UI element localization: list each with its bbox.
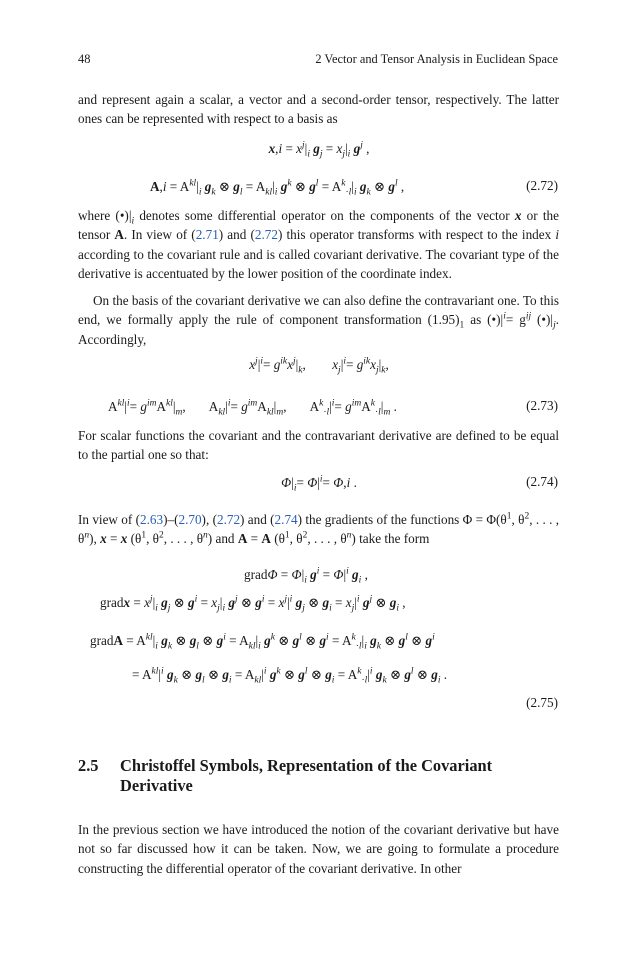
equation-reference-link[interactable]: 2.70 xyxy=(178,512,202,527)
section-title: Christoffel Symbols, Representation of the Covariant Derivative xyxy=(120,756,493,795)
paragraph-christoffel-intro: In the previous section we have introduced the notion of the covariant derivative but have not so far discussed how it can be taken. Now, we are going to formulate a procedure constructing the differential operator of the covariant derivative. In other xyxy=(78,822,559,876)
paragraph-gradients: In view of (2.63)–(2.70), (2.72) and (2.74) the gradients of the functions $\Phi = \Phi(\theta^1$, $\theta^2$, . . . , $\theta^n$), x = x ($\theta^1$, $\theta^2$, . . . , $\theta^n$) and A = A ($\theta^1$, $\theta^2$, . . . , $\theta^n$) take the form xyxy=(78,511,560,547)
equation-grad-tensor-line2: = $A^{kl}|^i$ $g_k$ ⊗ $g_l$ ⊗ $g_i = A_{kl}|^i$ $g^k$ ⊗ $g^l$ ⊗ $g_i = A^k_{\cdot l}|^i$ $g_k$ ⊗ $g^l$ ⊗ $g_i$ . xyxy=(132,666,448,686)
equation-reference-link[interactable]: 2.71 xyxy=(195,227,219,243)
paragraph-intro: and represent again a scalar, a vector and a second-order tensor, respectively. The latter ones can be represented with respect to a basis as xyxy=(78,92,559,127)
equation-reference-link[interactable]: 2.74 xyxy=(274,512,298,527)
running-title: 2 Vector and Tensor Analysis in Euclidean Space xyxy=(315,52,558,66)
equation-tensor-derivative: $A,i = A^{kl}|_i$ $g_k$ ⊗ $g_l = A_{kl}|_i$ $g^k$ ⊗ $g^l = A^k_{\cdot l}|_i$ $g_k$ ⊗ $g^l$ , xyxy=(150,178,405,198)
equation-number: (2.75) xyxy=(526,695,558,710)
equation-grad-vector: gradx = $x^j|_i$ $g_j$ ⊗ $g^i = x_j|_i$ $g^j$ ⊗ $g^i = x^j|^i$ $g_j$ ⊗ $g_i = x_j|^i$ $g^j$ ⊗ $g_i$ , xyxy=(100,594,406,614)
equation-vector-derivative: $x,i = x^j|_i$ $g_j = x_j|_i$ $g^j$ , xyxy=(268,140,370,160)
paragraph-covariant-derivative: where $(•)|_i$ denotes some differential operator on the components of the vector x or the tensor A. In view of (2.71) and (2.72) this operator transforms with respect to the index i according to the covariant rule and is called covariant derivative. The covariant type of the derivative is accentuated by the lower position of the coordinate index. xyxy=(78,208,560,281)
equation-number: (2.73) xyxy=(526,398,558,413)
equation-contravariant-tensor: $A^{kl}|^i= g^{im}A^{kl}|_m$, $A_{kl}|^i= g^{im}A_{kl}|_m$, $A^k_{\cdot l}|^i= g^{im}A^k_{\cdot l}|_m$ . xyxy=(108,398,397,418)
equation-grad-tensor-line1: gradA = $A^{kl}|_i$ $g_k$ ⊗ $g_l$ ⊗ $g^i = A_{kl}|_i$ $g^k$ ⊗ $g^l$ ⊗ $g^i = A^k_{\cdot l}|_i$ $g_k$ ⊗ $g^l$ ⊗ $g^i$ xyxy=(90,632,435,652)
equation-contravariant-vector: $x^j|^i= g^{ik}x^j|_k$, $x_j|^i= g^{ik}x_j|_k$, xyxy=(249,356,389,376)
equation-scalar-derivative: $\Phi|_i= \Phi|^i= \Phi,i$ . xyxy=(281,474,357,494)
equation-reference-link[interactable]: 2.63 xyxy=(140,512,164,527)
equation-reference-link[interactable]: 2.72 xyxy=(216,512,241,527)
equation-number: (2.72) xyxy=(526,178,558,193)
equation-grad-scalar: gradΦ = $\Phi|_i$ $g^i = \Phi|^i$ $g_i$ , xyxy=(244,566,368,586)
page-number: 48 xyxy=(78,52,91,66)
paragraph-scalar-functions: For scalar functions the covariant and the contravariant derivative are defined to be equal to the partial one so that: xyxy=(78,428,559,463)
section-number: 2.5 xyxy=(78,756,99,775)
equation-number: (2.74) xyxy=(526,474,558,489)
equation-reference-link[interactable]: 2.72 xyxy=(254,227,278,243)
paragraph-contravariant: On the basis of the covariant derivative we can also define the contravariant one. To this end, we formally apply the rule of component transformation $(1.95)_1$ as $(•)|^i= g^{ij}$ $(•)|_j$. Accordingly, xyxy=(78,293,560,347)
